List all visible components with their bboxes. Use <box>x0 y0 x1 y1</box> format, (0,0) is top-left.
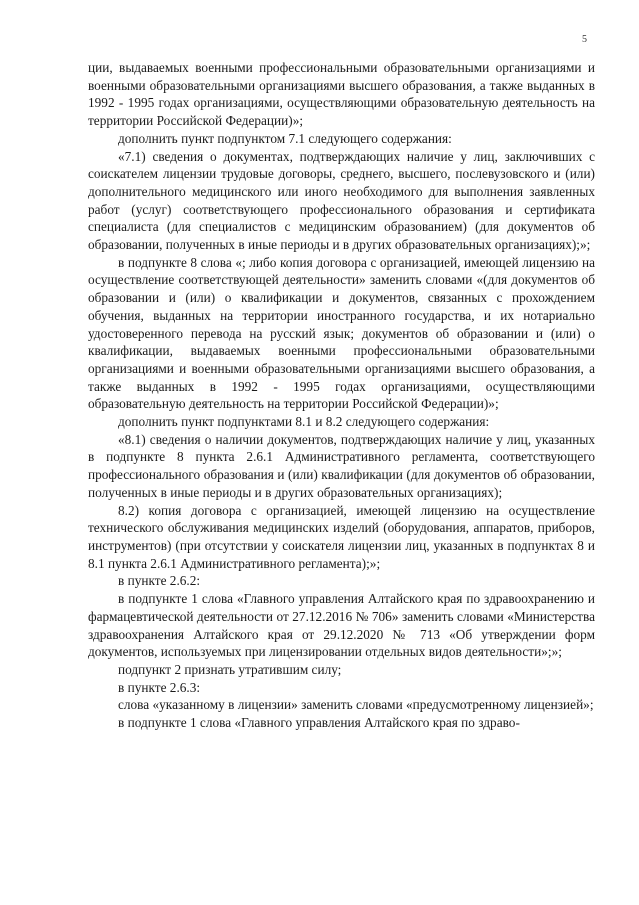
paragraph-continuation: ции, выдаваемых военными профессиональными образовательными организациями и военными образовательными организациями высшего образования, а также выданных в 1992 - 1995 годах организациями, осуществляющими образовательную деятельность на территории Российской Федерации)»; <box>88 60 595 129</box>
page-number: 5 <box>582 34 587 45</box>
paragraph-subitem-8-replace: в подпункте 8 слова «; либо копия договора с организацией, имеющей лицензию на осуществление соответствующей деятельности» заменить словами «(для документов об образовании и (или) о квалификации и документов, связанных с прохождением обучения, выданных на территории иностранного государства, и их нотариально удостоверенного перевода на русский язык; документов об образовании и (или) о квалификации, выдаваемых военными профессиональными образовательными организациями и военными образовательными организациями высшего образования, а также выданных в 1992 - 1995 годах организациями, осуществляющими образовательную деятельность на территории Российской Федерации)»; <box>88 254 595 412</box>
paragraph-add-subitems-8-1-8-2: дополнить пункт подпунктами 8.1 и 8.2 следующего содержания: <box>118 414 490 430</box>
paragraph-subitem-7-1-text: «7.1) сведения о документах, подтверждающих наличие у лиц, заключивших с соискателем лицензии трудовые договоры, среднего, высшего, послевузовского и (или) дополнительного медицинского или иного необходимого для выполнения заявленных работ (услуг) соответствующего профессионального образования и сертификата специалиста (для специалистов с медицинским образованием) (для документов об образовании, полученных в иные периоды и в других образовательных организациях);»; <box>88 148 595 253</box>
document-body <box>88 59 595 732</box>
paragraph-item-2-6-2: в пункте 2.6.2: <box>118 573 201 589</box>
paragraph-item-2-6-2-sub-1: в подпункте 1 слова «Главного управления Алтайского края по здравоохранению и фармацевтической деятельности от 27.12.2016 № 706» заменить словами «Министерства здравоохранения Алтайского края от 29.12.2020 № 713 «Об утверждении форм документов, используемых при лицензировании отдельных видов деятельности»;»; <box>88 591 595 660</box>
paragraph-item-2-6-3-words: слова «указанному в лицензии» заменить словами «предусмотренному лицензией»; <box>118 697 594 713</box>
paragraph-subitem-8-2-text: 8.2) копия договора с организацией, имеющей лицензию на осуществление технического обслуживания медицинских изделий (оборудования, аппаратов, приборов, инструментов) (при отсутствии у соискателя лицензии лиц, указанных в подпунктах 8 и 8.1 пункта 2.6.1 Административного регламента);»; <box>88 502 595 571</box>
paragraph-subitem-8-1-text: «8.1) сведения о наличии документов, подтверждающих наличие у лиц, указанных в подпункте 8 пункта 2.6.1 Административного регламента, соответствующего профессионального образования и (или) квалификации (для документов об образовании, полученных в иные периоды и в других образовательных организациях); <box>88 431 595 500</box>
paragraph-item-2-6-2-sub-2: подпункт 2 признать утратившим силу; <box>118 661 342 677</box>
paragraph-item-2-6-3-sub-1: в подпункте 1 слова «Главного управления Алтайского края по здраво- <box>118 715 520 731</box>
paragraph-add-subitem-7-1: дополнить пункт подпунктом 7.1 следующего содержания: <box>118 130 452 146</box>
paragraph-item-2-6-3: в пункте 2.6.3: <box>118 679 201 695</box>
